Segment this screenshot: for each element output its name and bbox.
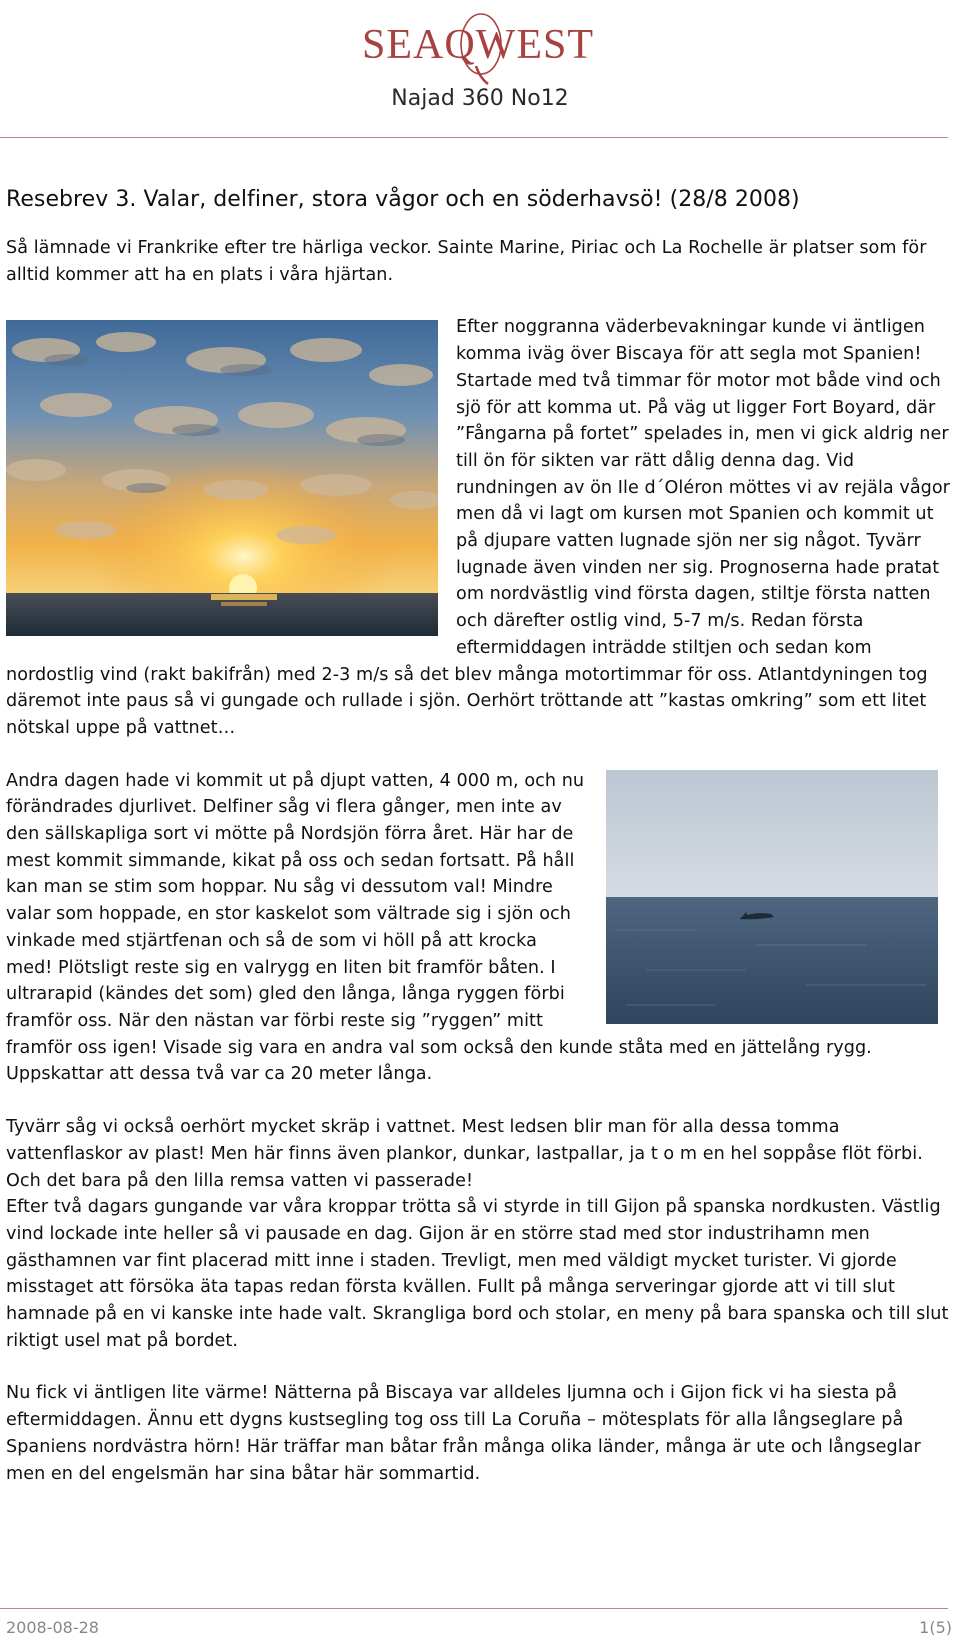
article-headline: Resebrev 3. Valar, delfiner, stora vågor och en söderhavsö! (28/8 2008) — [6, 187, 800, 212]
paragraph-spacer — [6, 1088, 954, 1114]
paragraph-gijon: Efter två dagars gungande var våra kroppar trötta så vi styrde in till Gijon på spanska nordkusten. Västlig vind lockade inte heller så vi pausade en dag. Gijon är en större stad med stor industrihamn men gästhamnen var fint placerad mitt inne i staden. Trevligt, men med väldigt mycket turister. Vi gjorde misstaget att försöka äta tapas redan första kvällen. Fullt på många serveringar gjorde att vi till slut hamnade på en vi kanske inte hade valt. Skrangliga bord och stolar, en meny på bara spanska och till slut riktigt usel mat på bordet. — [6, 1197, 949, 1351]
logo-wordmark: SEAQWEST — [362, 22, 594, 68]
paragraph-biscaya: Efter noggranna väderbevakningar kunde vi äntligen komma iväg över Biscaya för att segla mot Spanien! Startade med två timmar för motor mot både vind och sjö för att komma ut. På väg ut ligger Fort Boyard, där ”Fångarna på fortet” spelades in, men vi gick aldrig ner till ön för sikten var rätt dålig denna dag. Vid rundningen av ön Ile d´Oléron möttes vi av rejäla vågor men då vi lagt om kursen mot Spanien och kommit ut på djupare vatten lugnade sjön ner sig något. Tyvärr lugnade även vinden ner sig. Prognoserna hade pratat om nordvästlig vind första dagen, stiltje första natten och därefter ostlig vind, 5-7 m/s. Redan första eftermiddagen inträdde stiltjen och sedan kom nordostlig vind (rakt bakifrån) med 2-3 m/s så det blev många motortimmar för oss. Atlantdyningen tog däremot inte paus så vi gungade och rullade i sjön. Oerhört tröttande att ”kastas omkring” som ett litet nötskal uppe på vattnet… — [6, 317, 950, 738]
paragraph-intro: Så lämnade vi Frankrike efter tre härliga veckor. Sainte Marine, Piriac och La Rochelle är platser som för alltid kommer att ha en plats i våra hjärtan. — [6, 238, 927, 285]
page-header — [0, 0, 960, 140]
footer-date: 2008-08-28 — [6, 1618, 99, 1637]
paragraph-spacer — [6, 742, 954, 768]
page-number: 1(5) — [919, 1618, 952, 1637]
footer-divider — [0, 1608, 948, 1609]
paragraph-spacer — [6, 1354, 954, 1380]
header-divider — [0, 137, 948, 138]
paragraph-coruna: Nu fick vi äntligen lite värme! Nätterna på Biscaya var alldeles ljumna och i Gijon fick vi ha siesta på eftermiddagen. Ännu ett dygns kustsegling tog oss till La Coruña – mötesplats för alla långseglare på Spaniens nordvästra hörn! Här träffar man båtar från många olika länder, många är ute och långseglar men en del engelsmän har sina båtar här sommartid. — [6, 1383, 921, 1484]
document-title: Najad 360 No12 — [391, 86, 569, 111]
paragraph-plastic: Tyvärr såg vi också oerhört mycket skräp i vattnet. Mest ledsen blir man för alla dessa tomma vattenflaskor av plast! Men här finns även plankor, dunkar, lastpallar, ja t o m en hel soppåse flöt förbi. Och det bara på den lilla remsa vatten vi passerade! — [6, 1117, 923, 1191]
seaqwest-logo — [360, 8, 600, 86]
paragraph-spacer — [6, 288, 954, 314]
whale-at-sea-photo — [606, 770, 938, 1024]
paragraph-whales: Andra dagen hade vi kommit ut på djupt vatten, 4 000 m, och nu förändrades djurlivet. Delfiner såg vi flera gånger, men inte av den sällskapliga sort vi mötte på Nordsjön förra året. Här har de mest kommit simmande, kikat på oss och sedan fortsatt. På håll kan man se stim som hoppar. Nu såg vi dessutom val! Mindre valar som hoppade, en stor kaskelot som vältrade sig i sjön och vinkade med stjärtfenan och så de som vi höll på att krocka med! Plötsligt reste sig en valrygg en liten bit framför båten. I ultrarapid (kändes det som) gled den långa, långa ryggen förbi framför oss. När den nästan var förbi reste sig ”ryggen” mitt framför oss igen! Visade sig vara en andra val som också den kunde ståta med en jättelång rygg. Uppskattar att dessa två var ca 20 meter långa. — [6, 770, 872, 1085]
article-body — [6, 185, 954, 1487]
logo-q-tail — [476, 66, 488, 84]
sunset-over-sea-photo — [6, 320, 438, 636]
